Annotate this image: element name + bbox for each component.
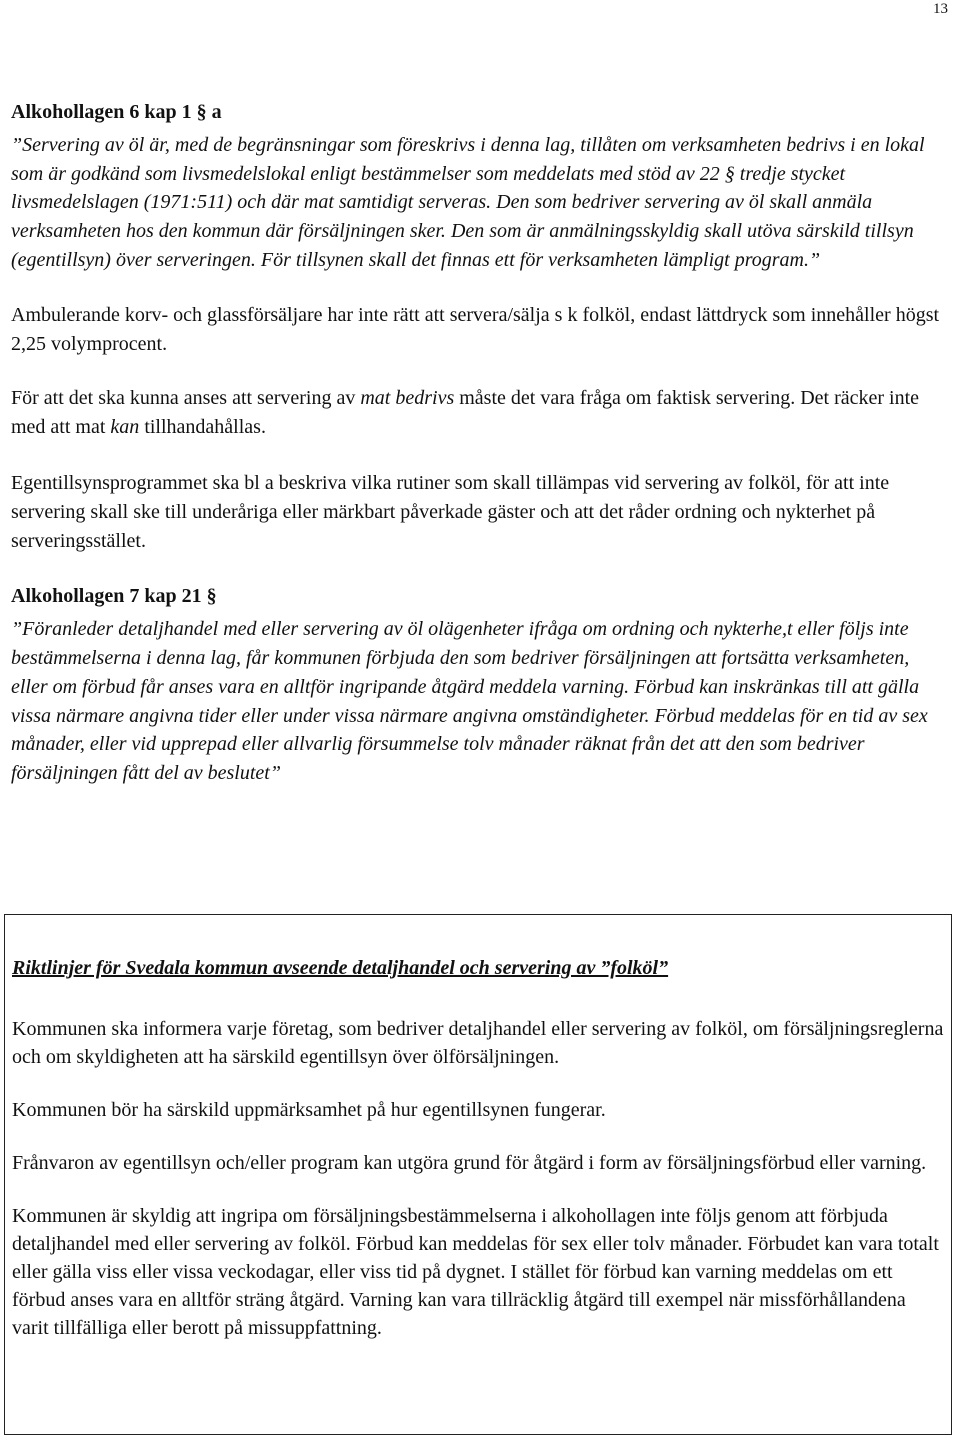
section-heading-7-kap: Alkohollagen 7 kap 21 § <box>11 585 217 608</box>
mat-part-3: tillhandahållas. <box>139 416 266 439</box>
guidelines-paragraph: Frånvaron av egentillsyn och/eller program kan utgöra grund för åtgärd i form av försäljningsförbud eller varning. <box>12 1152 927 1174</box>
document-body <box>11 98 946 788</box>
law-quote-part-1: ”Servering av öl är, med de begränsningar som föreskrivs i denna lag, tillåten om verksamheten bedrivs i en lokal som är godkänd som livsmedelslokal enligt bestämmelser som meddelats med stöd av 22 § tredje stycket livsmedelslagen (1971:511) och där mat samtidigt serveras. <box>11 133 925 214</box>
law-quote-6-kap <box>11 131 946 275</box>
law-quote-part-2: Den som bedriver servering av öl skall anmäla verksamheten hos den kommun där försäljningen sker. <box>11 191 873 243</box>
guidelines-paragraph: Kommunen bör ha särskild uppmärksamhet på hur egentillsynen fungerar. <box>12 1099 606 1121</box>
paragraph-egentillsyn: Egentillsynsprogrammet ska bl a beskriva vilka rutiner som skall tillämpas vid servering av folköl, för att inte servering skall ske till underåriga eller märkbart påverkade gäster och att det råder ordning och nykterhet på serveringsstället. <box>11 471 890 552</box>
guidelines-paragraph: Kommunen ska informera varje företag, som bedriver detaljhandel eller servering av folköl, om försäljningsreglerna och om skyldigheten att ha särskild egentillsyn över ölförsäljningen. <box>12 1018 944 1068</box>
guidelines-box <box>4 914 952 1435</box>
guidelines-title: Riktlinjer för Svedala kommun avseende detaljhandel och servering av ”folköl” <box>12 957 669 979</box>
law-quote-part-3: Den som är anmälningsskyldig skall utöva särskild tillsyn (egentillsyn) över serveringen. För tillsynen skall det finnas ett för verksamheten lämpligt program.” <box>11 220 914 271</box>
law-quote-7-kap: ”Föranleder detaljhandel med eller servering av öl olägenheter ifråga om ordning och nykterhe,t eller följs inte bestämmelserna i denna lag, får kommunen förbjuda den som bedriver försäljningen att fortsätta verksamheten, eller om förbud får anses vara en alltför ingripande åtgärd meddela varning. Förbud kan inskränkas till att gälla vissa närmare angivna tider eller under vissa närmare angivna omständigheter. Förbud meddelas för en tid av sex månader, eller vid upprepad eller allvarlig försummelse tolv månader räknat från det att den som bedriver försäljningen fått del av beslutet” <box>11 618 928 785</box>
mat-emphasis-1: mat bedrivs <box>360 387 455 410</box>
mat-part-1: För att det ska kunna anses att servering av <box>11 387 361 410</box>
mat-emphasis-2: kan <box>110 416 140 439</box>
mat-part-2: måste det vara fråga om faktisk servering. Det räcker inte med att mat <box>11 387 920 439</box>
guidelines-paragraph: Kommunen är skyldig att ingripa om försäljningsbestämmelserna i alkohollagen inte följs genom att förbjuda detaljhandel med eller servering av folköl. Förbud kan meddelas för sex eller tolv månader. Förbudet kan vara totalt eller gälla viss eller vissa veckodagar, eller viss tid på dygnet. I stället för förbud kan varning meddelas om ett förbud anses vara en alltför sträng åtgärd. Varning kan vara tillräcklig åtgärd till exempel när missförhållandena varit tillfälliga eller berott på missuppfattning. <box>12 1205 939 1339</box>
paragraph-ambulerande: Ambulerande korv- och glassförsäljare har inte rätt att servera/sälja s k folköl, endast lättdryck som innehåller högst 2,25 volymprocent. <box>11 303 940 355</box>
page-number: 13 <box>933 1 948 17</box>
section-heading-6-kap: Alkohollagen 6 kap 1 § a <box>11 101 222 123</box>
paragraph-mat-servering <box>11 384 946 442</box>
